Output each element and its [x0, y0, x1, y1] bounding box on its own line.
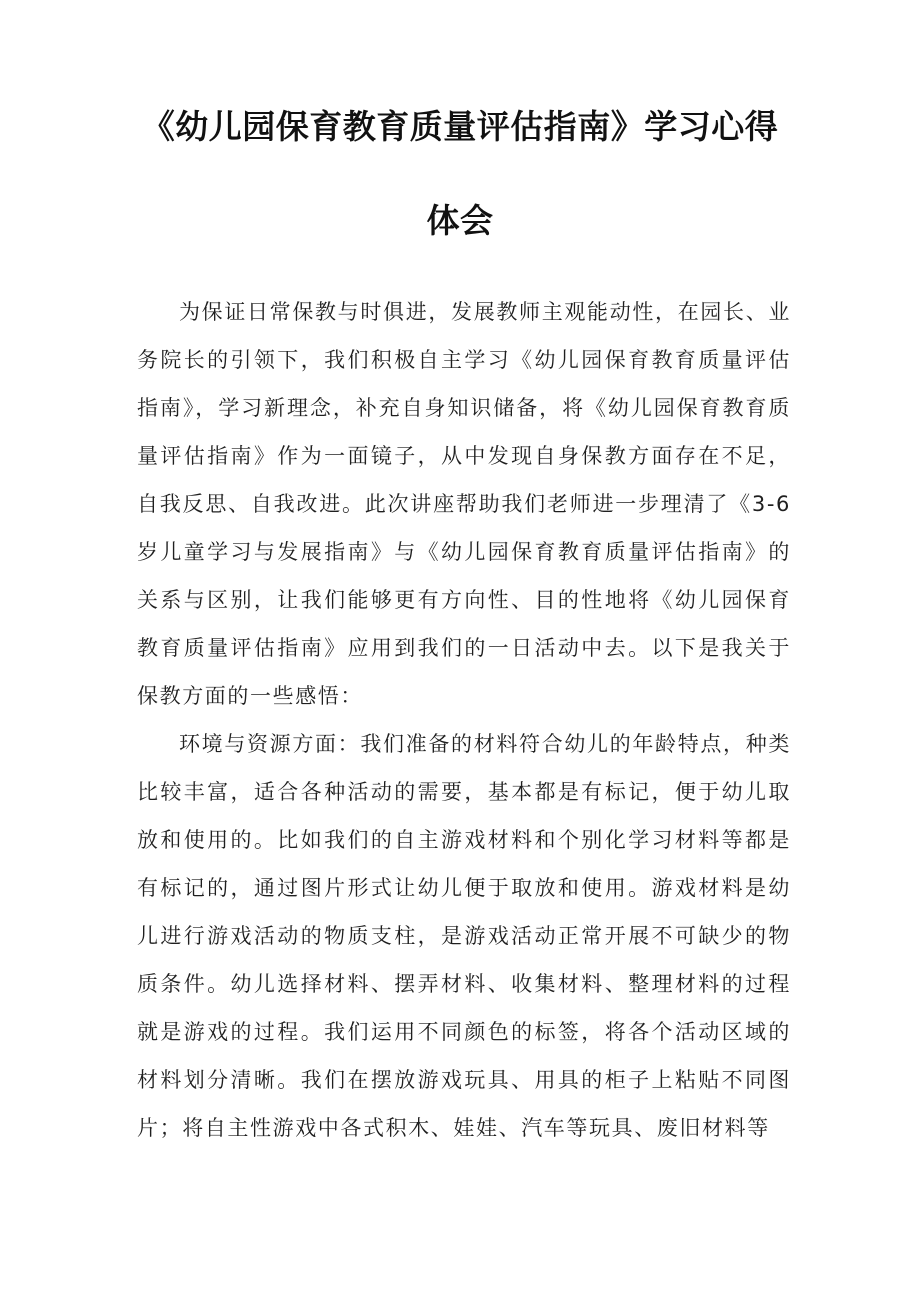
paragraph-environment-resources: 环境与资源方面：我们准备的材料符合幼儿的年龄特点，种类比较丰富，适合各种活动的需要，基本都是有标记，便于幼儿取放和使用的。比如我们的自主游戏材料和个别化学习材料等都是有标记的，通过图片形式让幼儿便于取放和使用。游戏材料是幼儿进行游戏活动的物质支柱，是游戏活动正常开展不可缺少的物质条件。幼儿选择材料、摆弄材料、收集材料、整理材料的过程就是游戏的过程。我们运用不同颜色的标签，将各个活动区域的材料划分清晰。我们在摆放游戏玩具、用具的柜子上粘贴不同图片；将自主性游戏中各式积木、娃娃、汽车等玩具、废旧材料等 [137, 732, 791, 1140]
document-title-line-1: 《幼儿园保育教育质量评估指南》学习心得 [141, 107, 779, 146]
paragraph-intro: 为保证日常保教与时俱进，发展教师主观能动性，在园长、业务院长的引领下，我们积极自主学习《幼儿园保育教育质量评估指南》，学习新理念，补充自身知识储备，将《幼儿园保育教育质量评估指南》作为一面镜子，从中发现自身保教方面存在不足，自我反思、自我改进。此次讲座帮助我们老师进一步理清了《3-6岁儿童学习与发展指南》与《幼儿园保育教育质量评估指南》的关系与区别，让我们能够更有方向性、目的性地将《幼儿园保育教育质量评估指南》应用到我们的一日活动中去。以下是我关于保教方面的一些感悟： [137, 300, 791, 708]
document-title-line-2: 体会 [426, 201, 494, 240]
document-body [137, 288, 791, 1152]
